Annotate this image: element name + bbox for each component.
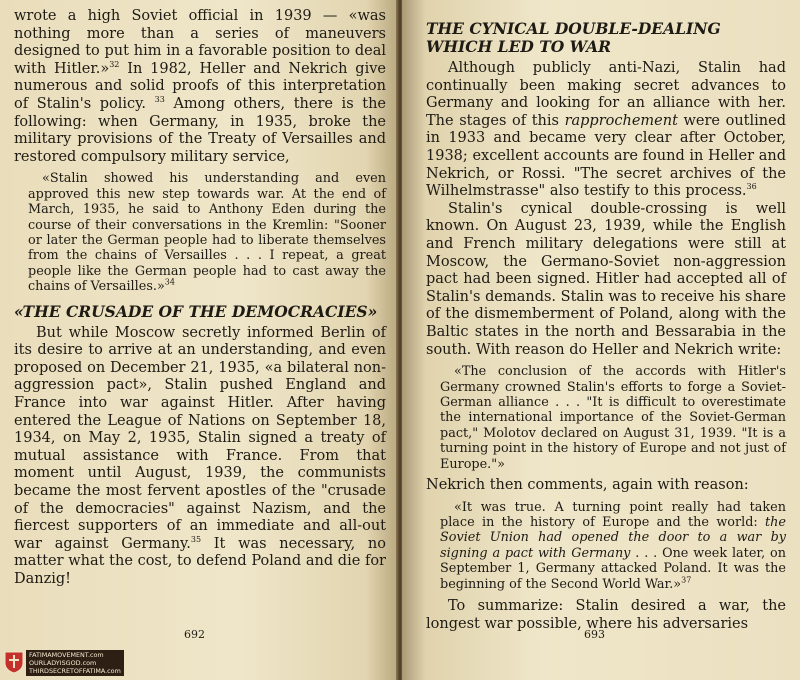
- right-paragraph-2: Stalin's cynical double-crossing is well known. On August 23, 1939, while the English and French military delegations were still at Moscow, the Germano-Soviet non-aggression pact had been signed. Hitler had accepted all of Stalin's demands. Stalin was to receive his share of the dismemberment of Poland, along with the Baltic states in the north and Bessarabia in the south. With reason do Heller and Nekrich write:: [426, 200, 786, 358]
- watermark-sites: [26, 650, 124, 676]
- footnote-ref: 35: [190, 534, 202, 544]
- left-section-heading: «THE CRUSADE OF THE DEMOCRACIES»: [14, 301, 378, 321]
- footnote-ref: 37: [681, 575, 692, 585]
- watermark-line: FATIMAMOVEMENT.com: [29, 651, 104, 659]
- right-page-number: 693: [584, 628, 605, 641]
- watermark-line: THIRDSECRETOFFATIMA.com: [29, 667, 121, 675]
- footnote-ref: 33: [154, 95, 165, 105]
- footnote-ref: 34: [164, 277, 175, 287]
- footnote-ref: 32: [109, 59, 120, 69]
- left-text-column: [14, 8, 386, 589]
- left-page-number: 692: [184, 628, 205, 641]
- right-text-column: [426, 8, 786, 633]
- fatima-shield-logo: [4, 650, 24, 674]
- right-paragraph-4: To summarize: Stalin desired a war, the longest war possible, where his adversaries: [426, 597, 786, 632]
- left-paragraph-2: But while Moscow secretly informed Berlin of its desire to arrive at an understanding, and even proposed on December 21, 1935, «a bilateral non-aggression pact», Stalin pushed England and France into war against Hitler. After having entered the League of Nations on September 18, 1934, on May 2, 1935, Stalin signed a treaty of mutual assistance with France. From that moment until August, 1939, the communists became the most fervent apostles of the "crusade of the democracies" against Nazism, and the fiercest supporters of an immediate and all-out war against Germany.$^{35}$ It was necessary, no matter what the cost, to defend Poland and die for Danzig!: [14, 324, 386, 587]
- right-block-quote-2: «It was true. A turning point really had taken place in the history of Europe and the world: the Soviet Union had opened the door to a war by signing a pact with Germany . . . One week later, on September 1, Germany attacked Poland. It was the beginning of the Second World War.»$^{37}$: [440, 499, 786, 592]
- left-block-quote: «Stalin showed his understanding and even approved this new step towards war. At the end of March, 1935, he said to Anthony Eden during the course of their conversations in the Kremlin: "Sooner or later the German people had to liberate themselves from the chains of Versailles . . . I repeat, a great people like the German people had to cast away the chains of Versailles.»$^{34}$: [28, 171, 386, 295]
- left-page: [0, 0, 398, 680]
- right-paragraph-1: Although publicly anti-Nazi, Stalin had continually been making secret advances to Germany and looking for an alliance with her. The stages of this rapprochement were outlined in 1933 and became very clear after October, 1938; excellent accounts are found in Heller and Nekrich, or Rossi. "The secret archives of the Wilhelmstrasse" also testify to this process.$^{36}$: [426, 60, 786, 200]
- right-block-quote-1: «The conclusion of the accords with Hitler's Germany crowned Stalin's efforts to forge a Soviet-German alliance . . . "It is difficult to overestimate the international importance of the Soviet-German pact," Molotov declared on August 31, 1939. "It is a turning point in the history of Europe and not just of Europe."»: [440, 364, 786, 472]
- right-page: [402, 0, 800, 680]
- watermark-line: OURLADYISGOD.com: [29, 659, 97, 667]
- right-section-heading: THE CYNICAL DOUBLE-DEALING WHICH LED TO WAR: [426, 19, 721, 56]
- left-paragraph-1: wrote a high Soviet official in 1939 — «was nothing more than a series of maneuvers designed to put him in a favorable position to deal with Hitler.»$^{32}$ In 1982, Heller and Nekrich give numerous and solid proofs of this interpretation of Stalin's policy. $^{33}$ Among others, there is the following: when Germany, in 1935, broke the military provisions of the Treaty of Versailles and restored compulsory military service,: [14, 8, 386, 165]
- right-paragraph-3: Nekrich then comments, again with reason:: [426, 476, 749, 493]
- footnote-ref: 36: [746, 182, 757, 192]
